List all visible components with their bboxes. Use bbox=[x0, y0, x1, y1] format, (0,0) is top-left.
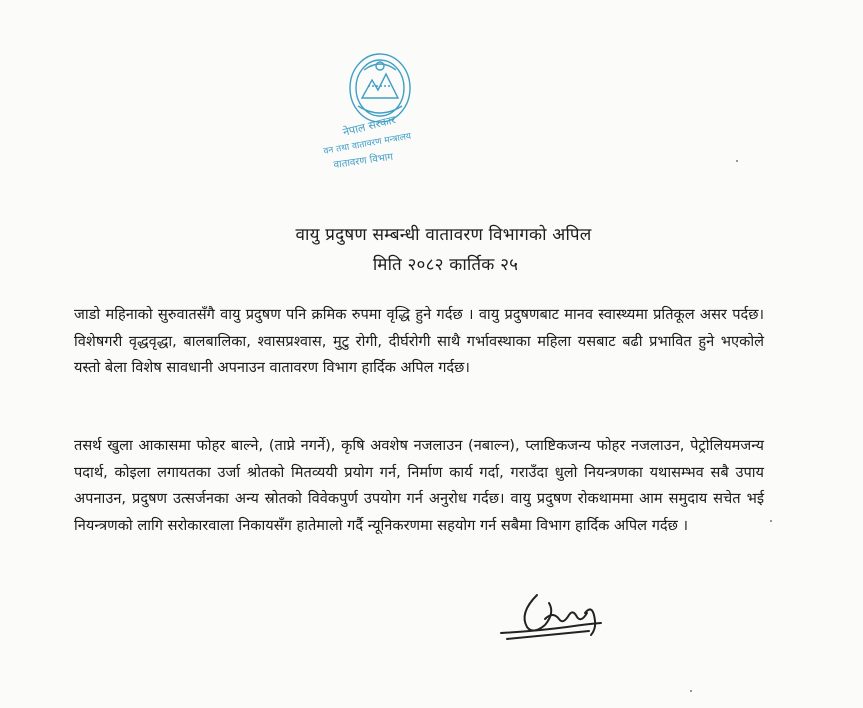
government-seal bbox=[318, 40, 448, 180]
handwritten-signature bbox=[497, 583, 617, 653]
seal-line-3: वातावरण विभाग bbox=[332, 151, 394, 171]
scan-edge-line bbox=[0, 0, 36, 61]
scan-speck bbox=[690, 690, 692, 692]
paragraph-1: जाडो महिनाको सुरुवातसँगै वायु प्रदुषण पनि क्रमिक रुपमा वृद्धि हुने गर्दछ । वायु प्रदुषणबाट मानव स्वास्थ्यमा प्रतिकूल असर पर्दछ। विशेषगरी वृद्धवृद्धा, बालबालिका, श्वासप्रश्वास, मुटु रोगी, दीर्घरोगी साथै गर्भावस्थाका महिला यसबाट बढी प्रभावित हुने भएकोले यस्तो बेला विशेष सावधानी अपनाउन वातावरण विभाग हार्दिक अपिल गर्दछ। bbox=[74, 306, 764, 376]
document-title: वायु प्रदुषण सम्बन्धी वातावरण विभागको अपिल bbox=[295, 225, 592, 245]
scan-speck bbox=[736, 160, 738, 162]
scan-speck bbox=[770, 520, 772, 522]
paragraph-2: तसर्थ खुला आकासमा फोहर बाल्ने, (ताप्ने नगर्ने), कृषि अवशेष नजलाउन (नबाल्न), प्लाष्टिकजन्य फोहर नजलाउन, पेट्रोलियमजन्य पदार्थ, कोइला लगायतका उर्जा श्रोतको मितव्ययी प्रयोग गर्न, निर्माण कार्य गर्दा, गराउँदा धुलो नियन्त्रणका यथासम्भव सबै उपाय अपनाउन, प्रदुषण उत्सर्जनका अन्य स्रोतको विवेकपुर्ण उपयोग गर्न अनुरोध गर्दछ। वायु प्रदुषण रोकथाममा आम समुदाय सचेत भई नियन्त्रणको लागि सरोकारवाला निकायसँग हातेमालो गर्दै न्यूनिकरणमा सहयोग गर्न सबैमा विभाग हार्दिक अपिल गर्दछ । bbox=[74, 437, 764, 534]
seal-line-1: नेपाल सरकार bbox=[341, 113, 398, 139]
seal-line-2: वन तथा वातावरण मन्त्रालय bbox=[322, 131, 412, 157]
document-date: मिति २०८२ कार्तिक २५ bbox=[372, 255, 519, 275]
